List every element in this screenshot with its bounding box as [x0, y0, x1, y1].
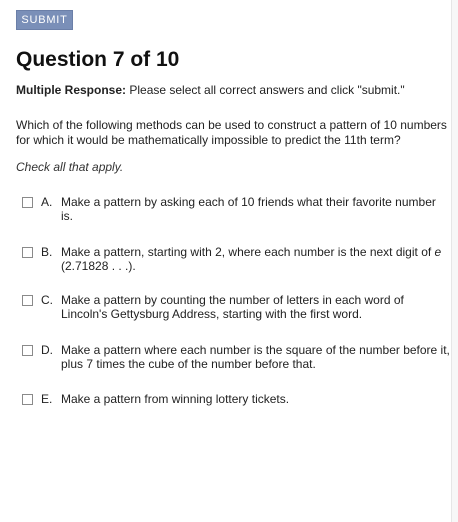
- option-b-text-before: Make a pattern, starting with 2, where each number is the next digit of: [61, 245, 435, 259]
- option-e-text[interactable]: Make a pattern from winning lottery tickets.: [61, 392, 290, 406]
- option-b-checkbox[interactable]: [22, 247, 33, 258]
- question-stem: Which of the following methods can be used to construct a pattern of 10 numbers for which it would be mathematically impossible to predict the 11th term?: [16, 118, 447, 147]
- option-b-letter: B.: [41, 245, 53, 259]
- option-b-text-after: (2.71828 . . .).: [61, 259, 136, 273]
- option-d-checkbox[interactable]: [22, 345, 33, 356]
- option-a-text[interactable]: Make a pattern by asking each of 10 friends what their favorite number is.: [61, 195, 436, 223]
- submit-button[interactable]: SUBMIT: [16, 10, 73, 30]
- question-title: Question 7 of 10: [16, 48, 180, 71]
- scrollbar-track[interactable]: [451, 0, 458, 522]
- option-b-text[interactable]: [61, 245, 451, 273]
- option-c-text[interactable]: Make a pattern by counting the number of letters in each word of Lincoln's Gettysburg Address, starting with the first word.: [61, 293, 404, 321]
- option-c-checkbox[interactable]: [22, 295, 33, 306]
- instructions-text: Please select all correct answers and click "submit.": [126, 83, 405, 97]
- instructions-line: [16, 83, 405, 97]
- euler-e-symbol: e: [434, 245, 442, 259]
- option-a-checkbox[interactable]: [22, 197, 33, 208]
- option-a-letter: A.: [41, 195, 53, 209]
- option-e-letter: E.: [41, 392, 53, 406]
- question-type-label: Multiple Response:: [16, 83, 127, 97]
- option-c-letter: C.: [41, 293, 53, 307]
- option-d-letter: D.: [41, 343, 53, 357]
- check-all-hint: Check all that apply.: [16, 160, 124, 174]
- option-d-text[interactable]: Make a pattern where each number is the square of the number before it, plus 7 times the cube of the number before that.: [61, 343, 450, 371]
- option-e-checkbox[interactable]: [22, 394, 33, 405]
